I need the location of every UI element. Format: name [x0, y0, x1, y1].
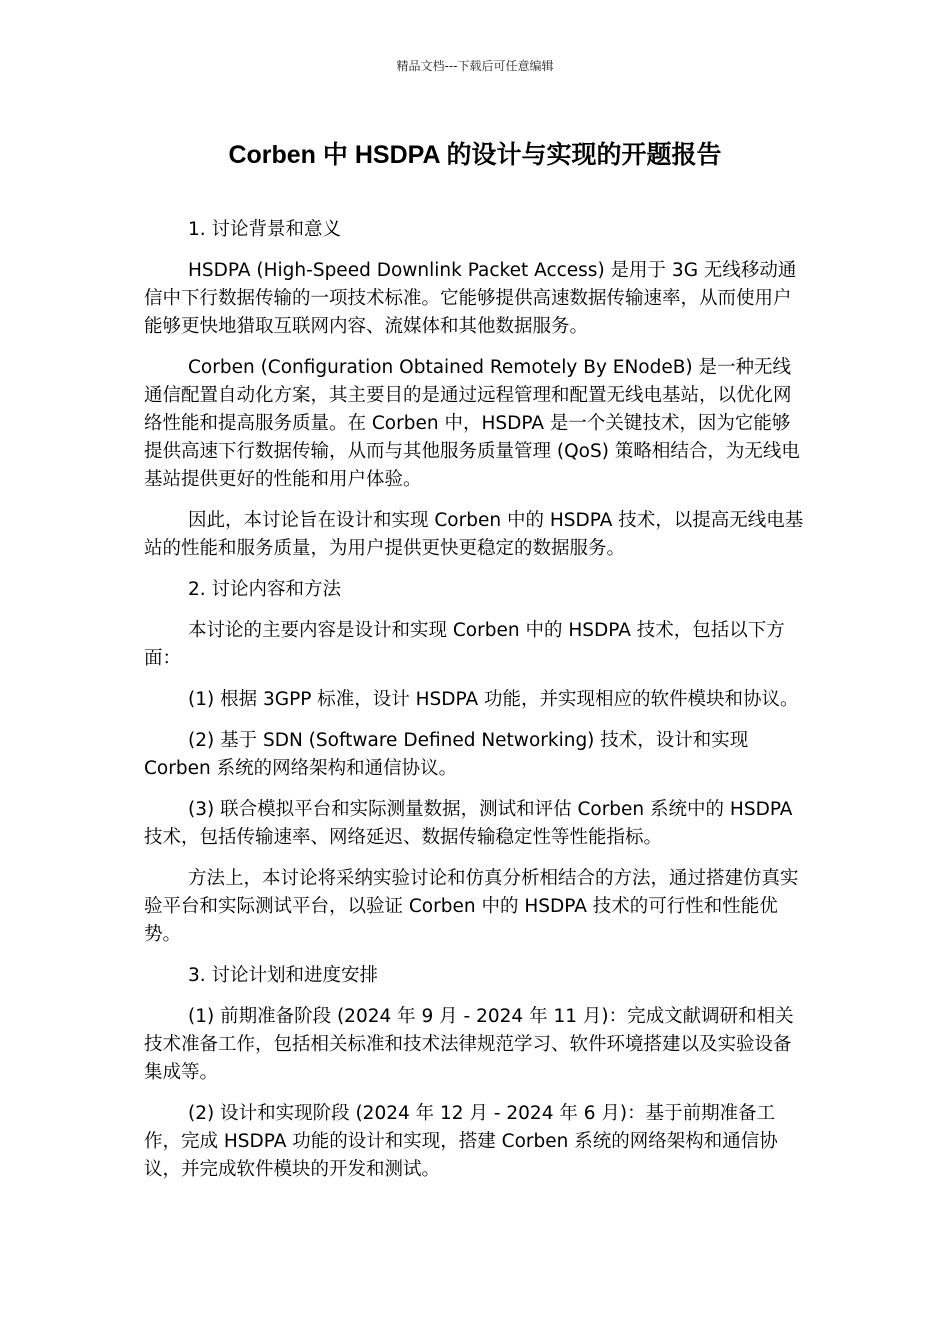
section-heading-schedule: 3. 讨论计划和进度安排 — [188, 965, 379, 986]
paragraph-hsdpa-intro: HSDPA (High-Speed Downlink Packet Access) 是用于 3G 无线移动通信中下行数据传输的一项技术标准。它能够提供高速数据传输速率，从而使用户能够更快地猎取互联网内容、流媒体和其他数据服务。 — [144, 260, 797, 337]
list-item-content-1: (1) 根据 3GPP 标准，设计 HSDPA 功能，并实现相应的软件模块和协议。 — [188, 689, 799, 710]
header-note: 精品文档---下载后可任意编辑 — [396, 59, 554, 73]
page-title: Corben 中 HSDPA 的设计与实现的开题报告 — [228, 141, 722, 169]
paragraph-research-aim: 因此，本讨论旨在设计和实现 Corben 中的 HSDPA 技术，以提高无线电基站的性能和服务质量，为用户提供更快更稳定的数据服务。 — [144, 510, 804, 559]
paragraph-methods: 方法上，本讨论将采纳实验讨论和仿真分析相结合的方法，通过搭建仿真实验平台和实际测试平台，以验证 Corben 中的 HSDPA 技术的可行性和性能优势。 — [144, 868, 799, 945]
list-item-content-3: (3) 联合模拟平台和实际测量数据，测试和评估 Corben 系统中的 HSDPA 技术，包括传输速率、网络延迟、数据传输稳定性等性能指标。 — [144, 799, 793, 848]
list-item-schedule-1: (1) 前期准备阶段 (2024 年 9 月 - 2024 年 11 月)：完成文献调研和相关技术准备工作，包括相关标准和技术法律规范学习、软件环境搭建以及实验设备集成等。 — [144, 1006, 794, 1083]
section-heading-content-methods: 2. 讨论内容和方法 — [188, 579, 342, 600]
document-body — [144, 216, 806, 1197]
section-heading-background: 1. 讨论背景和意义 — [188, 219, 342, 240]
paragraph-corben-intro: Corben (Configuration Obtained Remotely By ENodeB) 是一种无线通信配置自动化方案，其主要目的是通过远程管理和配置无线电基站，以优化网络性能和提高服务质量。在 Corben 中，HSDPA 是一个关键技术，因为它能够提供高速下行数据传输，从而与其他服务质量管理 (QoS) 策略相结合，为无线电基站提供更好的性能和用户体验。 — [144, 357, 800, 490]
list-item-content-2: (2) 基于 SDN (Software Defined Networking) 技术，设计和实现 Corben 系统的网络架构和通信协议。 — [144, 730, 749, 779]
paragraph-main-content: 本讨论的主要内容是设计和实现 Corben 中的 HSDPA 技术，包括以下方面： — [144, 620, 785, 669]
list-item-schedule-2: (2) 设计和实现阶段 (2024 年 12 月 - 2024 年 6 月)：基于前期准备工作，完成 HSDPA 功能的设计和实现，搭建 Corben 系统的网络架构和通信协议，并完成软件模块的开发和测试。 — [144, 1103, 778, 1180]
